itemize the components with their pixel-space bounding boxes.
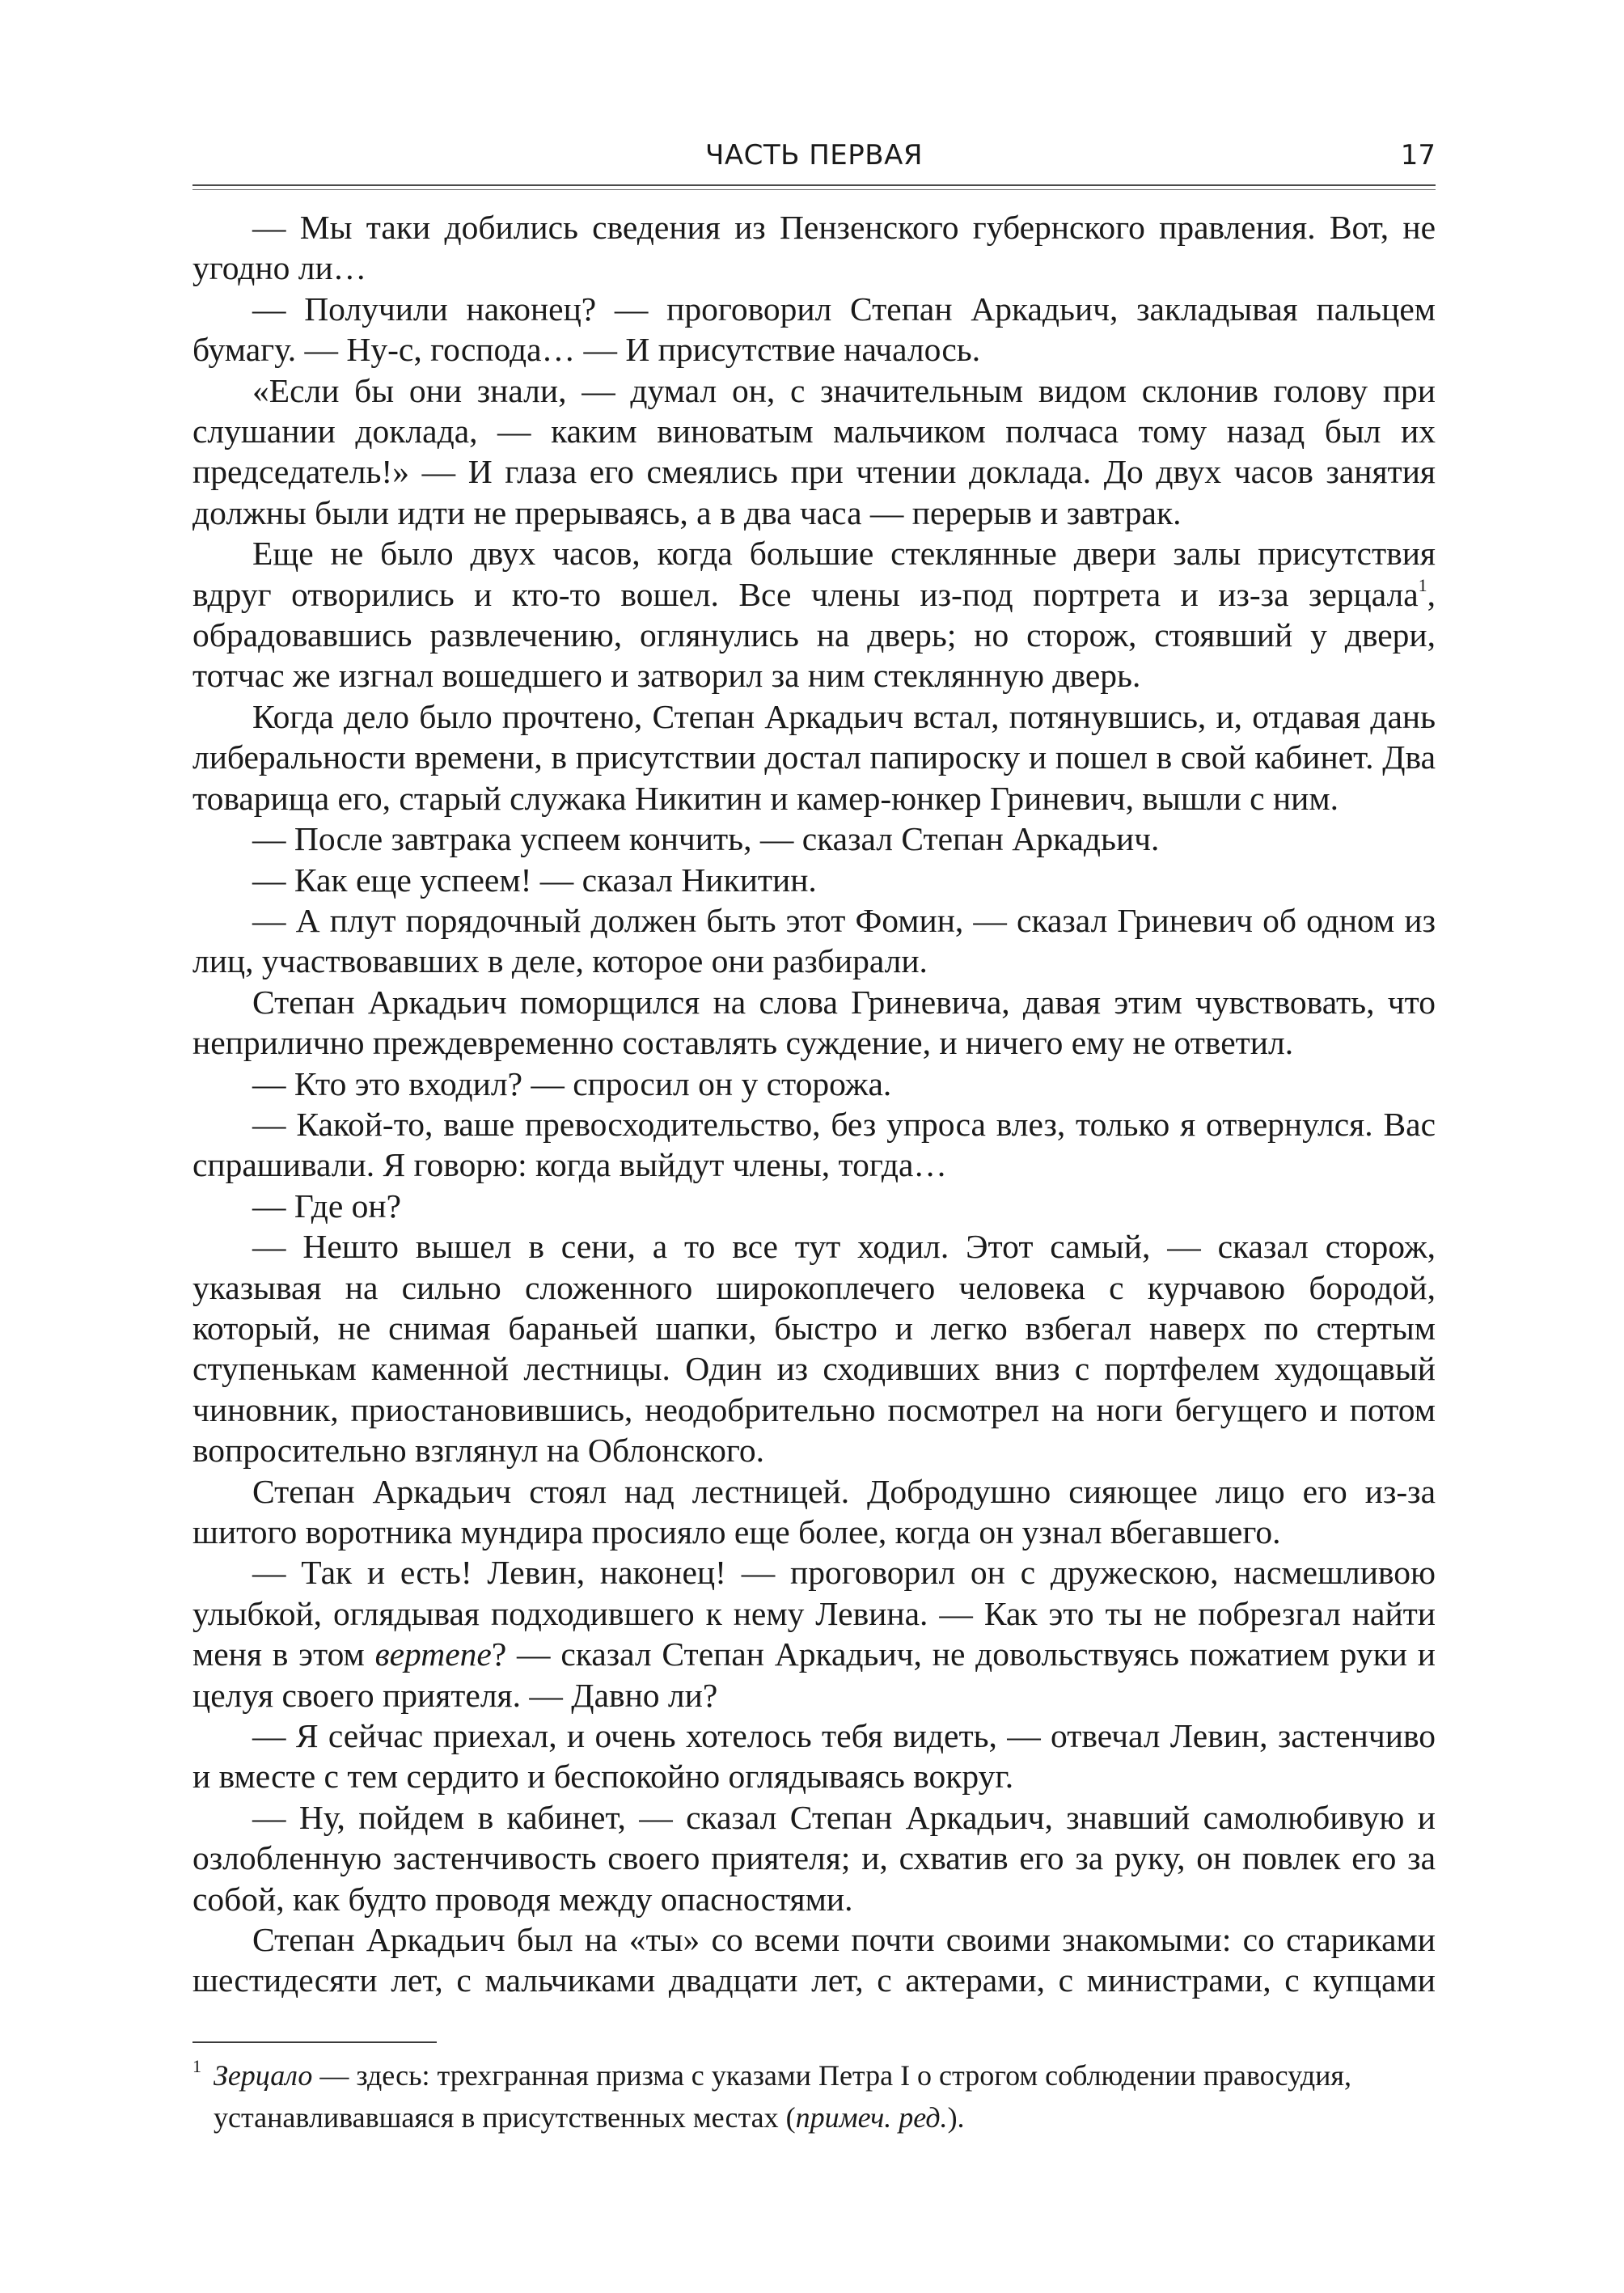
text-run: — Так и есть! Левин, наконец! — проговорил он с дружескою, насмешливою улыбкой, оглядывая подходившего к нему Левина. — Как это ты не побрезгал найти меня в этом [192, 1554, 1436, 1673]
paragraph: — После завтрака успеем кончить, — сказал Степан Аркадьич. [252, 820, 1160, 858]
paragraph: — Как еще успеем! — сказал Никитин. [252, 861, 817, 899]
page-number: 17 [1400, 139, 1436, 171]
running-title: ЧАСТЬ ПЕРВАЯ [705, 139, 923, 171]
paragraph: — Какой-то, ваше превосходительство, без упроса влез, только я отвернулся. Вас спрашивали. Я говорю: когда выйдут члены, тогда… [192, 1105, 1436, 1184]
paragraph: — Получили наконец? — проговорил Степан Аркадьич, закладывая пальцем бумагу. — Ну-с, господа… — И присутствие началось. [192, 290, 1436, 369]
paragraph: — Нешто вышел в сени, а то все тут ходил. Этот самый, — сказал сторож, указывая на сильно сложенного широкоплечего человека с курчавою бородой, который, не снимая бараньей шапки, быстро и легко взбегал наверх по стертым ступенькам каменной лестницы. Один из сходивших вниз с портфелем худощавый чиновник, приостановившись, неодобрительно посмотрел на ноги бегущего и потом вопросительно взглянул на Облонского. [192, 1228, 1436, 1470]
paragraph-continued: Степан Аркадьич был на «ты» со всеми почти своими знакомыми: со стариками шестидесяти лет, с мальчиками двадцати лет, с актерами, с министрами, с купцами [192, 1921, 1436, 1999]
paragraph: — Мы таки добились сведения из Пензенского губернского правления. Вот, не угодно ли… [192, 209, 1436, 287]
paragraph: — Я сейчас приехал, и очень хотелось тебя видеть, — отвечал Левин, застенчиво и вместе с тем сердито и беспокойно оглядываясь вокруг. [192, 1717, 1436, 1796]
text-run: Еще не было двух часов, когда большие стеклянные двери залы присутствия вдруг отворились и кто-то вошел. Все члены из-под портрета и из-за зерцала [192, 535, 1436, 613]
paragraph: — Где он? [252, 1187, 402, 1225]
footnote: 1 Зерцало — здесь: трехгранная призма с указами Петра I о строгом соблюдении правосудия, устанавливавшаяся в присутственных местах (примеч. ред.). [192, 2054, 1436, 2139]
paragraph: Степан Аркадьич стоял над лестницей. Добродушно сияющее лицо его из-за шитого воротника мундира просияло еще более, когда он узнал вбегавшего. [192, 1472, 1436, 1551]
paragraph: «Если бы они знали, — думал он, с значительным видом склонив голову при слушании доклада, — каким виноватым мальчиком полчаса тому назад был их председатель!» — И глаза его смеялись при чтении доклада. До двух часов занятия должны были идти не прерываясь, а в два часа — перерыв и завтрак. [192, 371, 1436, 531]
text-run: , обрадовавшись развлечению, оглянулись на дверь; но сторож, стоявший у двери, тотчас же изгнал вошедшего и затворил за ним стеклянную дверь. [192, 575, 1436, 695]
header-rule-thin [192, 189, 1436, 190]
italic-word: вертепе [374, 1635, 492, 1673]
footnote-ref: 1 [1418, 574, 1427, 595]
header-rule [192, 184, 1436, 186]
paragraph: Когда дело было прочтено, Степан Аркадьич встал, потянувшись, и, отдавая дань либеральности времени, в присутствии достал папироску и пошел в свой кабинет. Два товарища его, старый служака Никитин и камер-юнкер Гриневич, вышли с ним. [192, 697, 1436, 817]
paragraph [192, 1552, 1436, 1716]
text-run: ? — сказал Степан Аркадьич, не довольствуясь пожатием руки и целуя своего приятеля. — Давно ли? [192, 1635, 1436, 1714]
footnote-editor-note: примеч. ред. [795, 2101, 948, 2134]
footnote-term: Зерцало [214, 2059, 313, 2092]
footnote-text: — здесь: трехгранная призма с указами Петра I о строгом соблюдении правосудия, [312, 2059, 1351, 2092]
footnote-rule [192, 2041, 437, 2043]
paragraph: — А плут порядочный должен быть этот Фомин, — сказал Гриневич об одном из лиц, участвовавших в деле, которое они разбирали. [192, 901, 1436, 980]
paragraph: — Кто это входил? — спросил он у сторожа. [252, 1064, 892, 1102]
paragraph: — Ну, пойдем в кабинет, — сказал Степан Аркадьич, знавший самолюбивую и озлобленную застенчивость своего приятеля; и, схватив его за руку, он повлек его за собой, как будто проводя между опасностями. [192, 1798, 1436, 1918]
running-head [192, 131, 1436, 180]
body-text [192, 207, 1436, 2001]
paragraph [192, 533, 1436, 696]
footnote-text: устанавливавшаяся в присутственных местах ( [214, 2101, 796, 2134]
footnote-text: ). [947, 2101, 965, 2134]
paragraph: Степан Аркадьич поморщился на слова Гриневича, давая этим чувствовать, что неприлично преждевременно составлять суждение, и ничего ему не ответил. [192, 983, 1436, 1062]
footnote-line [192, 2096, 1436, 2139]
